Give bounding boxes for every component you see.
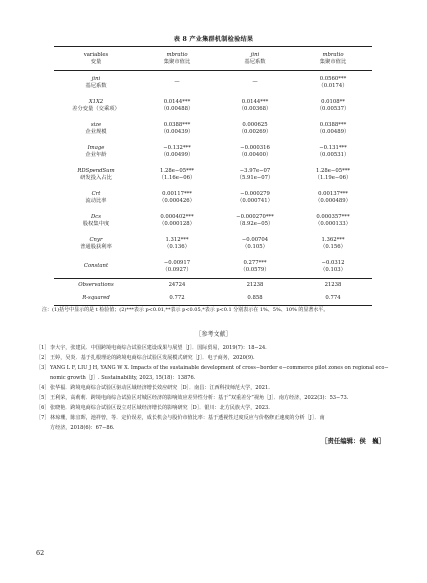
coefficient: −0.00917 xyxy=(163,259,191,266)
reference-item xyxy=(36,413,394,433)
value-cell xyxy=(216,255,294,279)
coefficient: −0.00704 xyxy=(241,236,269,243)
variable-cell xyxy=(54,232,138,255)
std-error: （0.00531） xyxy=(316,151,350,158)
coefficient: 0.000402*** xyxy=(160,213,194,220)
reference-text: YANG L F, LIU J H, YANG W X. Impacts of the sustainable development of cross−border e−commerce pilot zones on regional eco− xyxy=(50,365,389,371)
reference-item xyxy=(36,383,394,393)
value-cell xyxy=(294,71,372,95)
reference-item xyxy=(36,403,394,413)
variable-name: size xyxy=(90,121,102,128)
reference-number: ［1］ xyxy=(36,345,50,351)
header-zh: 基尼系数 xyxy=(244,58,266,65)
table-row xyxy=(54,209,372,232)
reference-number: ［4］ xyxy=(36,385,50,391)
stat-value-text: 0.772 xyxy=(169,295,185,302)
header-en: mbratio xyxy=(166,51,188,58)
reference-item xyxy=(36,343,394,353)
coefficient: −0.0312 xyxy=(321,259,345,266)
value-cell xyxy=(294,117,372,140)
stat-label xyxy=(54,292,138,306)
reference-item xyxy=(36,363,394,383)
std-error: （1.16e−06） xyxy=(158,174,196,181)
coefficient: −0.000279 xyxy=(240,190,270,197)
variable-name: Image xyxy=(87,144,105,151)
stat-value-text: 21238 xyxy=(246,282,264,289)
value-cell xyxy=(216,209,294,232)
value-cell xyxy=(216,186,294,209)
std-error: （0.105） xyxy=(242,243,268,250)
header-cell xyxy=(216,47,294,71)
coefficient: 1.28e−05*** xyxy=(315,167,351,174)
std-error: （0.00368） xyxy=(238,105,272,112)
coefficient: 0.0388*** xyxy=(163,121,191,128)
value-cell xyxy=(138,163,216,186)
table-caption: 表 8 产业集群机制检验结果 xyxy=(173,36,254,43)
value-cell xyxy=(216,163,294,186)
std-error: （0.00400） xyxy=(238,151,272,158)
header-zh: 变量 xyxy=(90,58,102,65)
coefficient: 0.000357*** xyxy=(316,213,350,220)
references-list xyxy=(36,343,394,433)
value-cell xyxy=(216,140,294,163)
variable-cell xyxy=(54,71,138,95)
table-row xyxy=(54,186,372,209)
reference-item xyxy=(36,353,394,363)
std-error: （0.00269） xyxy=(238,128,272,135)
table-row xyxy=(54,255,372,279)
variable-label: 流动比率 xyxy=(85,197,107,204)
coefficient: 0.000625 xyxy=(242,121,268,128)
coefficient: 0.277*** xyxy=(243,259,267,266)
value-cell xyxy=(138,117,216,140)
coefficient: −0.000270*** xyxy=(236,213,274,220)
reference-text: 方经济，2018(6)：67−86. xyxy=(50,425,115,431)
header-en: jini xyxy=(250,51,260,58)
std-error: （0.156） xyxy=(320,243,346,250)
stat-value xyxy=(138,279,216,293)
reference-text: 李大宇，张建民．中国跨境电商综合试验区建设成果与展望［J］．国际贸易，2019(7)：18−24. xyxy=(50,345,267,351)
header-zh: 集聚市值比 xyxy=(319,58,347,65)
header-cell xyxy=(54,47,138,71)
reference-item xyxy=(36,393,394,403)
table-note: 注：(1)括号中显示的是 t 检验值；(2)***表示 p<0.01,**表示 p<0.05,*表示 p<0.1 分别表示在 1%、5%、10% 的显著水平。 xyxy=(42,307,329,313)
std-error: （0.0927） xyxy=(162,266,192,273)
std-error: （0.00537） xyxy=(316,105,350,112)
variable-label: 企业规模 xyxy=(85,128,107,135)
reference-number: ［2］ xyxy=(36,355,50,361)
reference-number: ［3］ xyxy=(36,365,50,371)
variable-cell xyxy=(54,140,138,163)
std-error: （8.92e−05） xyxy=(236,220,274,227)
reference-text: nomic growth［J］. Sustainability, 2023, 15(18)：13876. xyxy=(50,375,196,381)
variable-label: 研发投入占比 xyxy=(80,174,112,181)
value-cell xyxy=(294,163,372,186)
reference-text: 王婷，吴炎．基于扎根理论的跨境电商综合试验区发展模式研究［J］．电子商务，2020(9). xyxy=(50,355,255,361)
value-cell xyxy=(138,94,216,117)
coefficient: −0.131*** xyxy=(319,144,347,151)
std-error: （0.00488） xyxy=(160,105,194,112)
table-row xyxy=(54,232,372,255)
table-row xyxy=(54,94,372,117)
table-row xyxy=(54,117,372,140)
variable-name: X1X2 xyxy=(88,98,104,105)
coefficient: 1.28e−05*** xyxy=(159,167,195,174)
stat-value xyxy=(216,279,294,293)
coefficient: 0.0108** xyxy=(321,98,345,105)
observations-row xyxy=(54,279,372,293)
header-en: variables xyxy=(83,51,109,58)
std-error: （0.0579） xyxy=(240,266,270,273)
coefficient: 0.00137*** xyxy=(318,190,348,197)
stat-value xyxy=(294,292,372,306)
stat-value-text: 0.858 xyxy=(247,295,263,302)
std-error: （0.136） xyxy=(164,243,190,250)
value-cell xyxy=(216,117,294,140)
reference-text: 王利荣，高莉莉．跨境电商综合试验区对城区经济的影响效应差异性分析：基于“双重差分”视角［J］．南方经济，2022(3)：53−73. xyxy=(50,395,349,401)
reference-text: 林琼珊，陈宜晖，池祥曾，等．定价误差，成长机会与股价市值比率：基于透视性过度反应与价格修正速度的分析［J］．南 xyxy=(50,415,325,421)
stat-label xyxy=(54,279,138,293)
variable-cell xyxy=(54,209,138,232)
value-cell xyxy=(294,186,372,209)
coefficient: 0.00117*** xyxy=(162,190,192,197)
coefficient: −0.000316 xyxy=(240,144,270,151)
std-error: （0.103） xyxy=(320,266,346,273)
variable-cell xyxy=(54,94,138,117)
coefficient: −0.132*** xyxy=(163,144,191,151)
stat-value xyxy=(294,279,372,293)
coefficient: 1.362*** xyxy=(321,236,345,243)
page-number: 62 xyxy=(36,549,45,557)
variable-label: 企业年龄 xyxy=(85,151,107,158)
table-row xyxy=(54,140,372,163)
std-error: （0.000133） xyxy=(315,220,351,227)
variable-name: RDSpendSum xyxy=(77,167,115,174)
header-zh: 集聚市值比 xyxy=(163,58,191,65)
value-cell xyxy=(294,255,372,279)
variable-name: Constant xyxy=(83,263,109,270)
variable-name: jini xyxy=(91,75,101,82)
value-cell xyxy=(138,140,216,163)
reference-number: ［7］ xyxy=(36,415,50,421)
variable-cell xyxy=(54,117,138,140)
variable-cell xyxy=(54,255,138,279)
stat-value-text: 24724 xyxy=(168,282,186,289)
std-error: （0.000489） xyxy=(315,197,351,204)
std-error: （0.00439） xyxy=(160,128,194,135)
value-cell xyxy=(138,232,216,255)
stat-value xyxy=(216,292,294,306)
coefficient: 0.0144*** xyxy=(241,98,269,105)
stat-value xyxy=(138,292,216,306)
table-header-row xyxy=(54,47,372,71)
stat-label-text: Observations xyxy=(78,282,114,289)
table-row xyxy=(54,71,372,95)
header-cell xyxy=(138,47,216,71)
value-cell xyxy=(294,140,372,163)
std-error: （0.000128） xyxy=(159,220,195,227)
responsible-editor: ［责任编辑：侯 巍］ xyxy=(321,437,385,445)
reference-text: 张晓艳．跨境电商综合试验区设立对区域经济增长的影响研究［D］．银川：北方民族大学，2023. xyxy=(50,405,270,411)
variable-label: 股权集中度 xyxy=(82,220,110,227)
variable-label: 差分变量（交乘项） xyxy=(72,105,120,112)
std-error: （0.00499） xyxy=(160,151,194,158)
reference-number: ［5］ xyxy=(36,395,50,401)
variable-name: Dcs xyxy=(91,213,101,220)
coefficient: 1.312*** xyxy=(165,236,189,243)
header-cell xyxy=(294,47,372,71)
stat-value-text: 21238 xyxy=(324,282,342,289)
variable-cell xyxy=(54,186,138,209)
std-error: （1.19e−06） xyxy=(314,174,352,181)
coefficient: — xyxy=(252,79,258,86)
reference-text: 张华福．跨境电商综合试验区驱动区域经济增长效应研究［D］．南昌：江西科技师范大学，2021. xyxy=(50,385,270,391)
variable-label: 普通股获利率 xyxy=(80,243,112,250)
regression-table xyxy=(54,46,372,306)
std-error: （0.000741） xyxy=(237,197,273,204)
stat-label-text: R-squared xyxy=(82,295,110,302)
variable-name: Cnyr xyxy=(89,236,103,243)
std-error: （5.91e−07） xyxy=(236,174,274,181)
coefficient: −3.97e−07 xyxy=(239,167,271,174)
rsquared-row xyxy=(54,292,372,306)
variable-label: 基尼系数 xyxy=(85,82,107,89)
table-row xyxy=(54,163,372,186)
value-cell xyxy=(138,186,216,209)
coefficient: 0.0560*** xyxy=(319,75,347,82)
value-cell xyxy=(138,209,216,232)
value-cell xyxy=(294,209,372,232)
value-cell xyxy=(216,232,294,255)
value-cell xyxy=(138,255,216,279)
value-cell xyxy=(294,94,372,117)
value-cell xyxy=(138,71,216,95)
header-en: mbratio xyxy=(322,51,344,58)
std-error: （0.0174） xyxy=(318,82,348,89)
coefficient: 0.0388*** xyxy=(319,121,347,128)
reference-number: ［6］ xyxy=(36,405,50,411)
variable-cell xyxy=(54,163,138,186)
value-cell xyxy=(294,232,372,255)
std-error: （0.000426） xyxy=(159,197,195,204)
coefficient: 0.0144*** xyxy=(163,98,191,105)
references-heading: ［参考文献］ xyxy=(195,331,232,338)
stat-value-text: 0.774 xyxy=(325,295,341,302)
variable-name: Crt xyxy=(91,190,101,197)
coefficient: — xyxy=(174,79,180,86)
std-error: （0.00489） xyxy=(316,128,350,135)
value-cell xyxy=(216,71,294,95)
value-cell xyxy=(216,94,294,117)
